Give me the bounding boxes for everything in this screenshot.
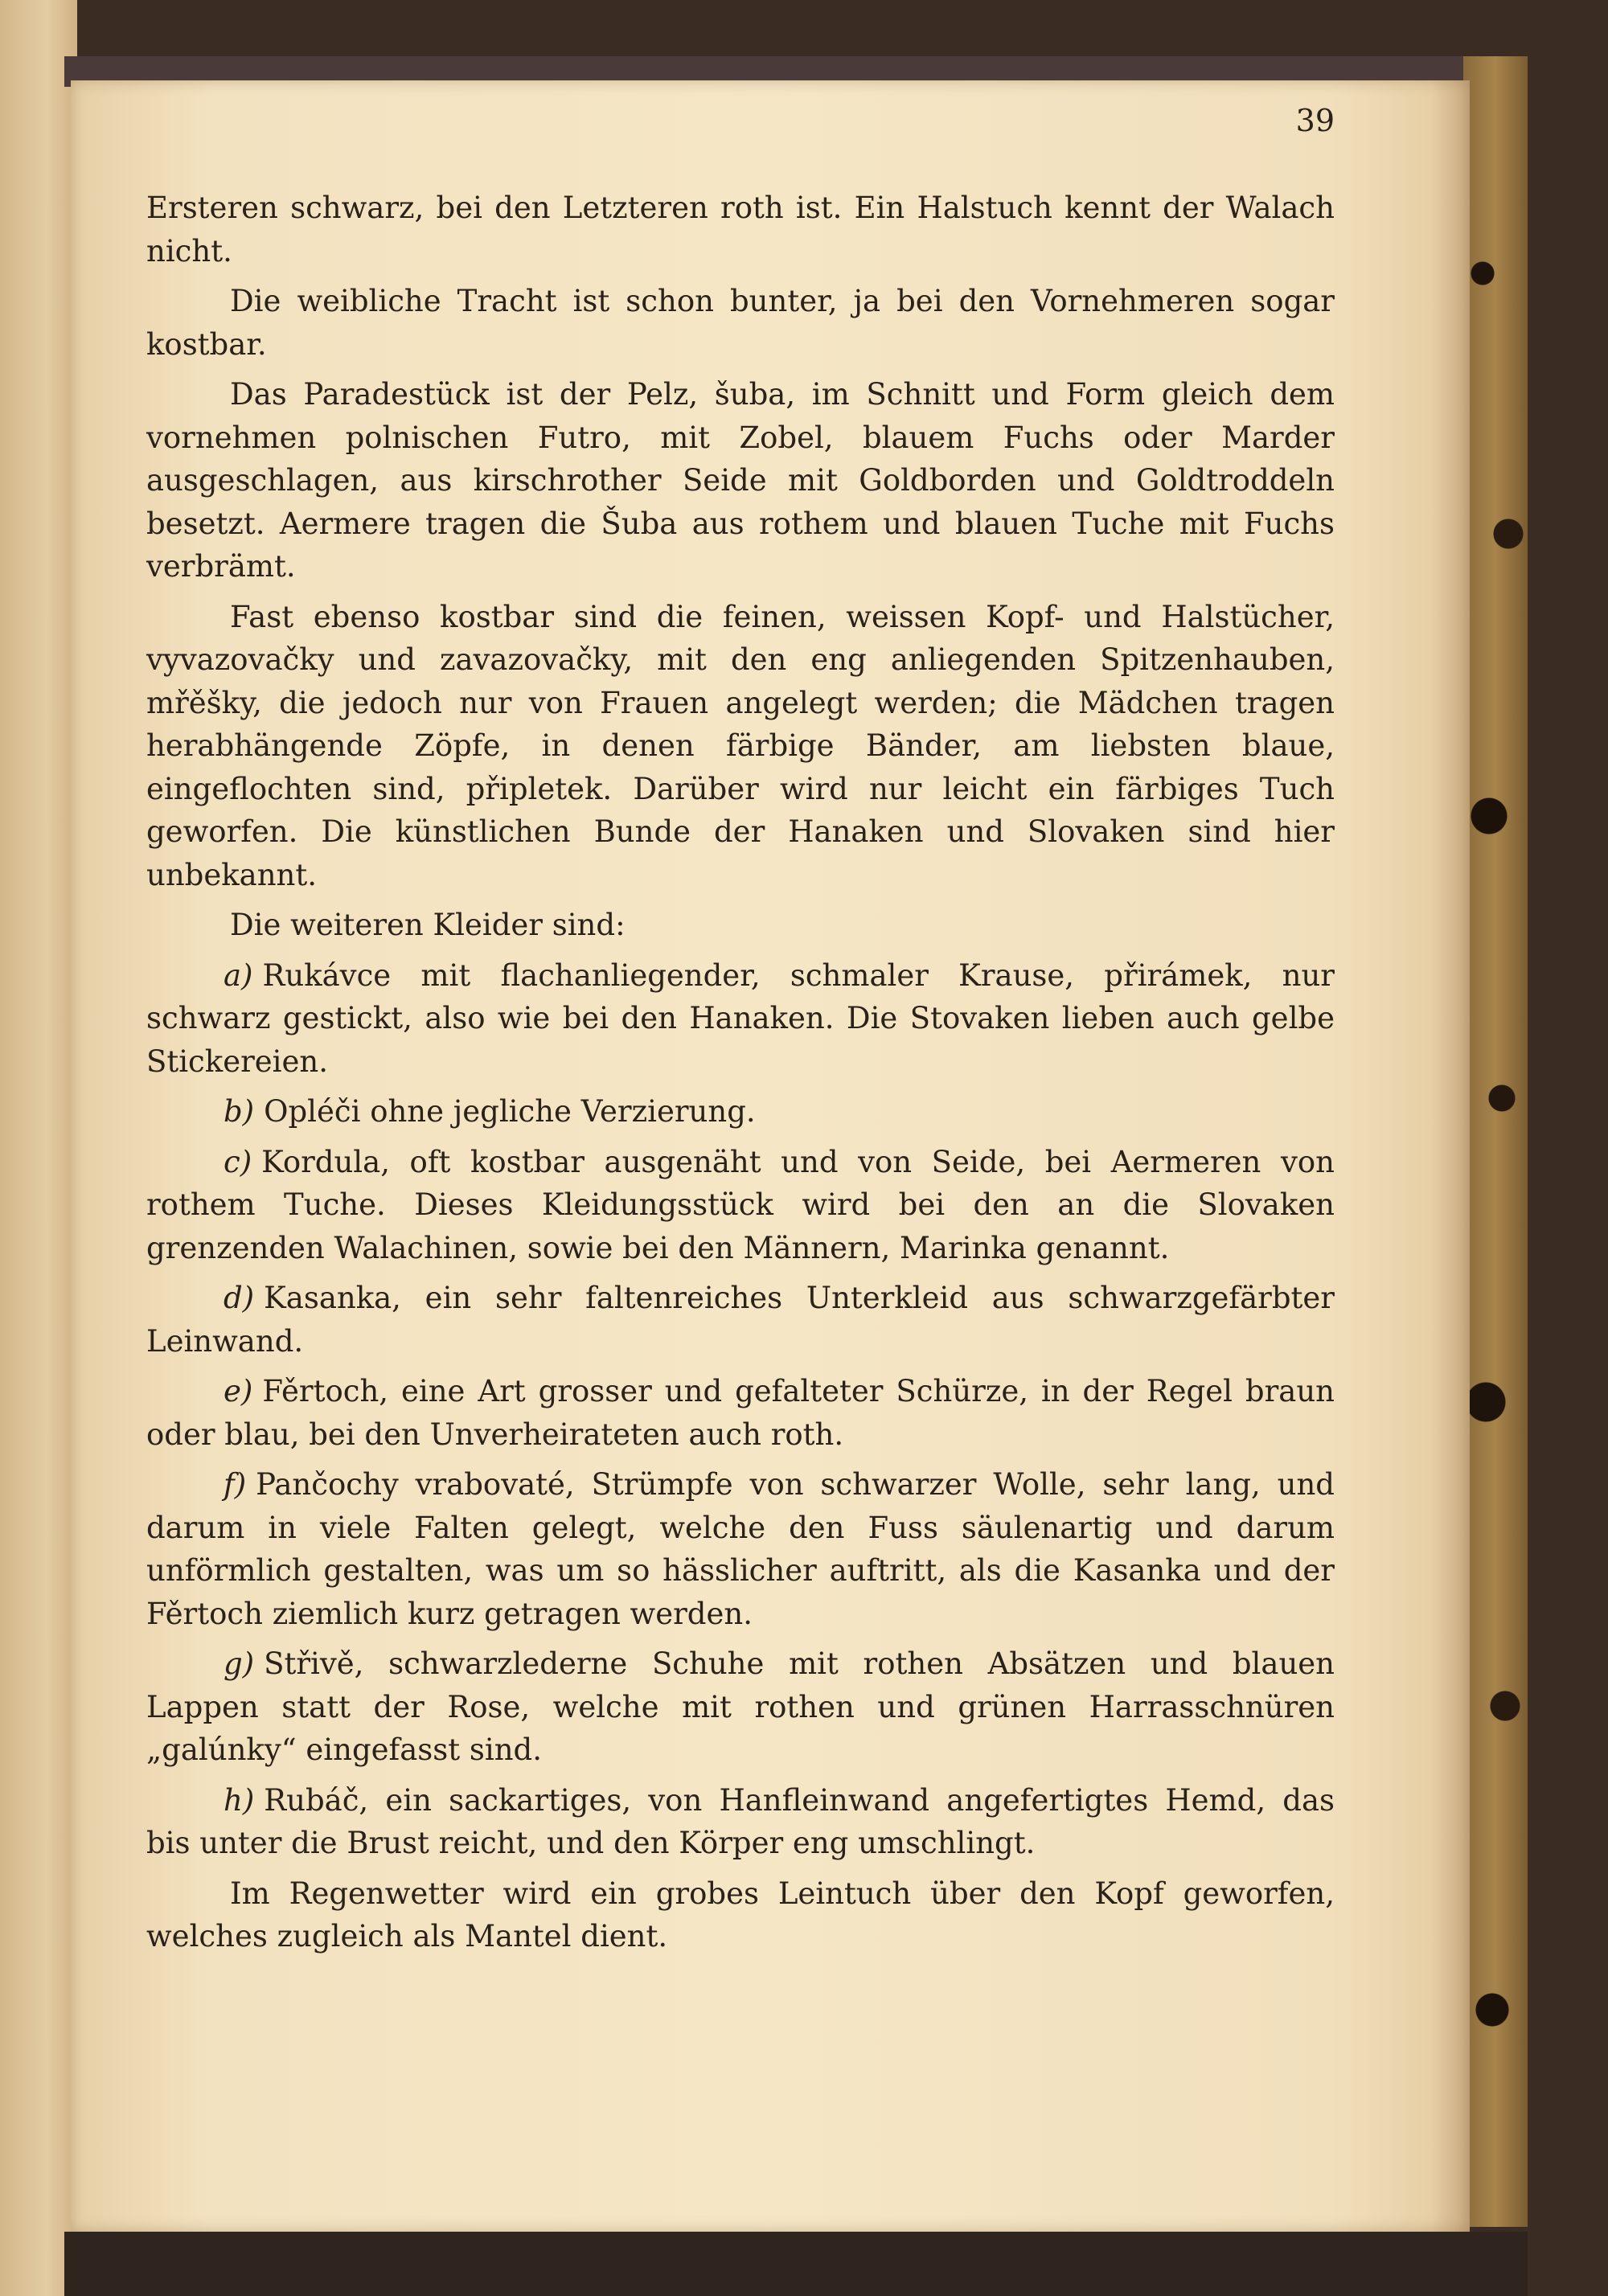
previous-page-edge bbox=[0, 0, 77, 2296]
list-item-label: c) bbox=[224, 1144, 252, 1179]
page-body-text bbox=[146, 187, 1335, 1966]
list-item-text: Rubáč, ein sackartiges, von Hanfleinwand angefertigtes Hemd, das bis unter die Brust reicht, und den Körper eng umschlingt. bbox=[146, 1782, 1335, 1860]
list-item-f bbox=[146, 1463, 1335, 1635]
list-item-text: Pančochy vrabovaté, Strümpfe von schwarzer Wolle, sehr lang, und darum in viele Falten gelegt, welche den Fuss säulenartig und darum unförmlich gestalten, was um so hässlicher auftritt, als die Kasanka und der Fěrtoch ziemlich kurz getragen werden. bbox=[146, 1467, 1335, 1631]
list-item-e bbox=[146, 1370, 1335, 1456]
list-item-label: g) bbox=[224, 1646, 255, 1681]
paragraph-closing: Im Regenwetter wird ein grobes Leintuch über den Kopf geworfen, welches zugleich als Mantel dient. bbox=[146, 1876, 1335, 1954]
list-item-label: f) bbox=[224, 1467, 247, 1502]
paragraph-headscarves: Fast ebenso kostbar sind die feinen, weissen Kopf- und Halstücher, vyvazovačky und zavazovačky, mit den eng anliegenden Spitzenhauben, mřěšky, die jedoch nur von Frauen angelegt werden; die Mädchen tragen herabhängende Zöpfe, in denen färbige Bänder, am liebsten blaue, eingeflochten sind, připletek. Darüber wird nur leicht ein färbiges Tuch geworfen. Die künstlichen Bunde der Hanaken und Slovaken sind hier unbekannt. bbox=[146, 599, 1335, 892]
paragraph-female-costume: Die weibliche Tracht ist schon bunter, ja bei den Vornehmeren sogar kostbar. bbox=[146, 284, 1335, 362]
marbled-cover-edge bbox=[1463, 56, 1528, 2227]
list-item-text: Kasanka, ein sehr faltenreiches Unterkleid aus schwarzgefärbter Leinwand. bbox=[146, 1281, 1335, 1359]
page-number: 39 bbox=[1295, 103, 1335, 138]
list-item-text: Fěrtoch, eine Art grosser und gefalteter Schürze, in der Regel braun oder blau, bei den Unverheirateten auch roth. bbox=[146, 1374, 1335, 1452]
list-item-label: b) bbox=[224, 1094, 255, 1129]
list-item-label: d) bbox=[224, 1281, 255, 1315]
list-item-a bbox=[146, 954, 1335, 1084]
list-item-h bbox=[146, 1779, 1335, 1865]
paragraph-continuation: Ersteren schwarz, bei den Letzteren roth ist. Ein Halstuch kennt der Walach nicht. bbox=[146, 191, 1335, 269]
paragraph-list-intro: Die weiteren Kleider sind: bbox=[230, 908, 626, 942]
bottom-cover-edge bbox=[64, 2232, 1528, 2296]
page-gutter-shadow bbox=[1431, 80, 1470, 2232]
list-item-b bbox=[146, 1090, 1335, 1134]
list-item-text: Rukávce mit flachanliegender, schmaler Krause, přirámek, nur schwarz gestickt, also wie bei den Hanaken. Die Stovaken lieben auch gelbe Stickereien. bbox=[146, 957, 1335, 1079]
list-item-d bbox=[146, 1277, 1335, 1363]
list-item-text: Opléči ohne jegliche Verzierung. bbox=[264, 1094, 756, 1129]
list-item-text: Střivě, schwarzlederne Schuhe mit rothen Absätzen und blauen Lappen statt der Rose, welche mit rothen und grünen Harrasschnüren „galúnky“ eingefasst sind. bbox=[146, 1646, 1335, 1767]
list-item-label: h) bbox=[224, 1782, 255, 1818]
paragraph-pelz: Das Paradestück ist der Pelz, šuba, im Schnitt und Form gleich dem vornehmen polnischen Futro, mit Zobel, blauem Fuchs oder Marder ausgeschlagen, aus kirschrother Seide mit Goldborden und Goldtroddeln besetzt. Aermere tragen die Šuba aus rothem und blauen Tuche mit Fuchs verbrämt. bbox=[146, 377, 1335, 584]
list-item-label: e) bbox=[224, 1374, 253, 1408]
list-item-c bbox=[146, 1141, 1335, 1270]
list-item-label: a) bbox=[224, 957, 253, 993]
list-item-text: Kordula, oft kostbar ausgenäht und von Seide, bei Aermeren von rothem Tuche. Dieses Kleidungsstück wird bei den an die Slovaken grenzenden Walachinen, sowie bei den Männern, Marinka genannt. bbox=[146, 1144, 1335, 1265]
list-item-g bbox=[146, 1642, 1335, 1772]
